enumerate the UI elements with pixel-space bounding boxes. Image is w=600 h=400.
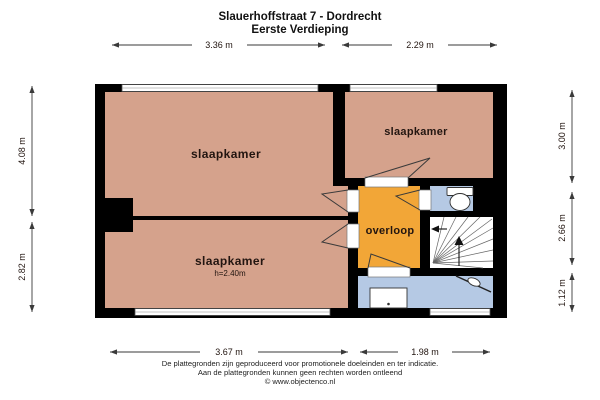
dim-left-1: 4.08 m [17, 137, 27, 165]
door-bedroom-bottom [347, 224, 359, 248]
wall-stub-left [103, 198, 133, 232]
dim-right-3: 1.12 m [557, 279, 567, 307]
dim-top-2: 2.29 m [406, 40, 434, 50]
washbasin-icon [370, 288, 407, 308]
dim-bottom-2: 1.98 m [411, 347, 439, 357]
dim-top-1: 3.36 m [205, 40, 233, 50]
door-bedroom-top-left [347, 190, 359, 212]
label-bedroom-bottom-height: h=2.40m [214, 269, 246, 278]
dim-left-2: 2.82 m [17, 253, 27, 281]
label-overloop: overloop [365, 225, 415, 237]
footer-disclaimer-1: De plattegronden zijn geproduceerd voor promotionele doeleinden en ter indicatie. [161, 359, 439, 368]
page-title: Slauerhoffstraat 7 - Dordrecht [218, 11, 382, 23]
wall-top-bedrooms [333, 92, 345, 186]
footer-disclaimer-2: Aan de plattegronden kunnen geen rechten worden ontleend [197, 368, 403, 377]
label-bedroom-top-left: slaapkamer [190, 147, 262, 161]
page-subtitle: Eerste Verdieping [251, 24, 349, 36]
dim-right-2: 2.66 m [557, 214, 567, 242]
wall-duct-block [473, 183, 493, 217]
wall-bedroom-divider [130, 216, 352, 220]
door-toilet [419, 190, 431, 210]
label-bedroom-bottom: slaapkamer [194, 254, 266, 268]
footer-copyright: © www.objectenco.nl [264, 377, 336, 386]
dim-bottom-1: 3.67 m [215, 347, 243, 357]
label-bedroom-top-right: slaapkamer [384, 126, 448, 138]
door-bathroom [368, 267, 410, 277]
dim-right-1: 3.00 m [557, 122, 567, 150]
door-bedroom-top-right [365, 177, 408, 187]
